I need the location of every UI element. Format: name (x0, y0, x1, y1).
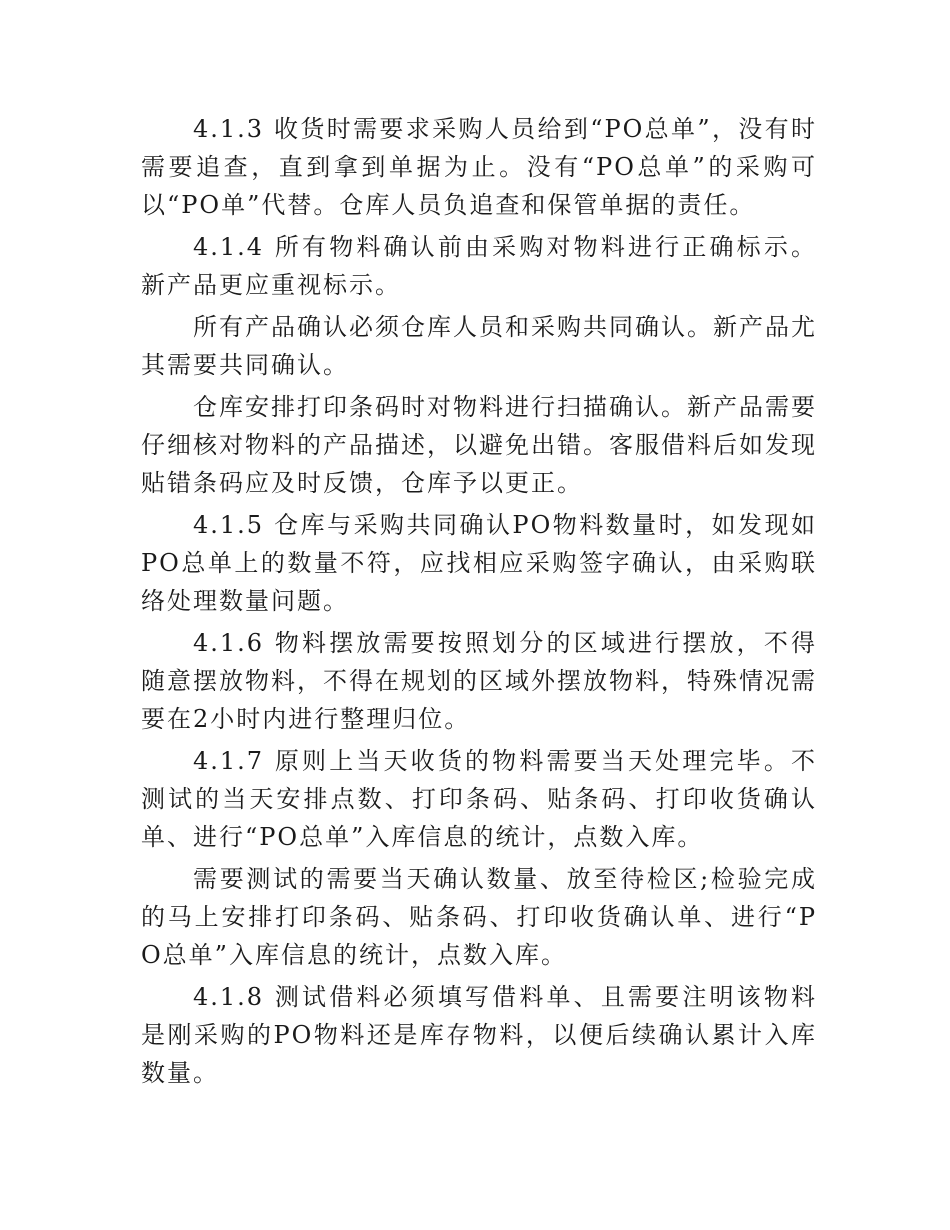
paragraph-4-1-5: 4.1.5 仓库与采购共同确认PO物料数量时，如发现如PO总单上的数量不符，应找相应采购签字确认，由采购联络处理数量问题。 (141, 511, 817, 615)
paragraph-testing-items: 需要测试的需要当天确认数量、放至待检区;检验完成的马上安排打印条码、贴条码、打印收货确认单、进行“PO总单”入库信息的统计，点数入库。 (141, 865, 817, 969)
paragraph-product-confirmation: 所有产品确认必须仓库人员和采购共同确认。新产品尤其需要共同确认。 (141, 313, 817, 379)
paragraph-4-1-7: 4.1.7 原则上当天收货的物料需要当天处理完毕。不测试的当天安排点数、打印条码、贴条码、打印收货确认单、进行“PO总单”入库信息的统计，点数入库。 (141, 747, 817, 851)
paragraph-4-1-6: 4.1.6 物料摆放需要按照划分的区域进行摆放，不得随意摆放物料，不得在规划的区域外摆放物料，特殊情况需要在2小时内进行整理归位。 (141, 629, 817, 733)
paragraph-4-1-8: 4.1.8 测试借料必须填写借料单、且需要注明该物料是刚采购的PO物料还是库存物料，以便后续确认累计入库数量。 (141, 983, 817, 1087)
paragraph-4-1-3: 4.1.3 收货时需要求采购人员给到“PO总单”，没有时需要追查，直到拿到单据为止。没有“PO总单”的采购可以“PO单”代替。仓库人员负追查和保管单据的责任。 (141, 115, 817, 219)
document-body (141, 110, 817, 1096)
paragraph-barcode-scan: 仓库安排打印条码时对物料进行扫描确认。新产品需要仔细核对物料的产品描述，以避免出错。客服借料后如发现贴错条码应及时反馈，仓库予以更正。 (141, 393, 817, 497)
paragraph-4-1-4: 4.1.4 所有物料确认前由采购对物料进行正确标示。新产品更应重视标示。 (141, 233, 817, 299)
